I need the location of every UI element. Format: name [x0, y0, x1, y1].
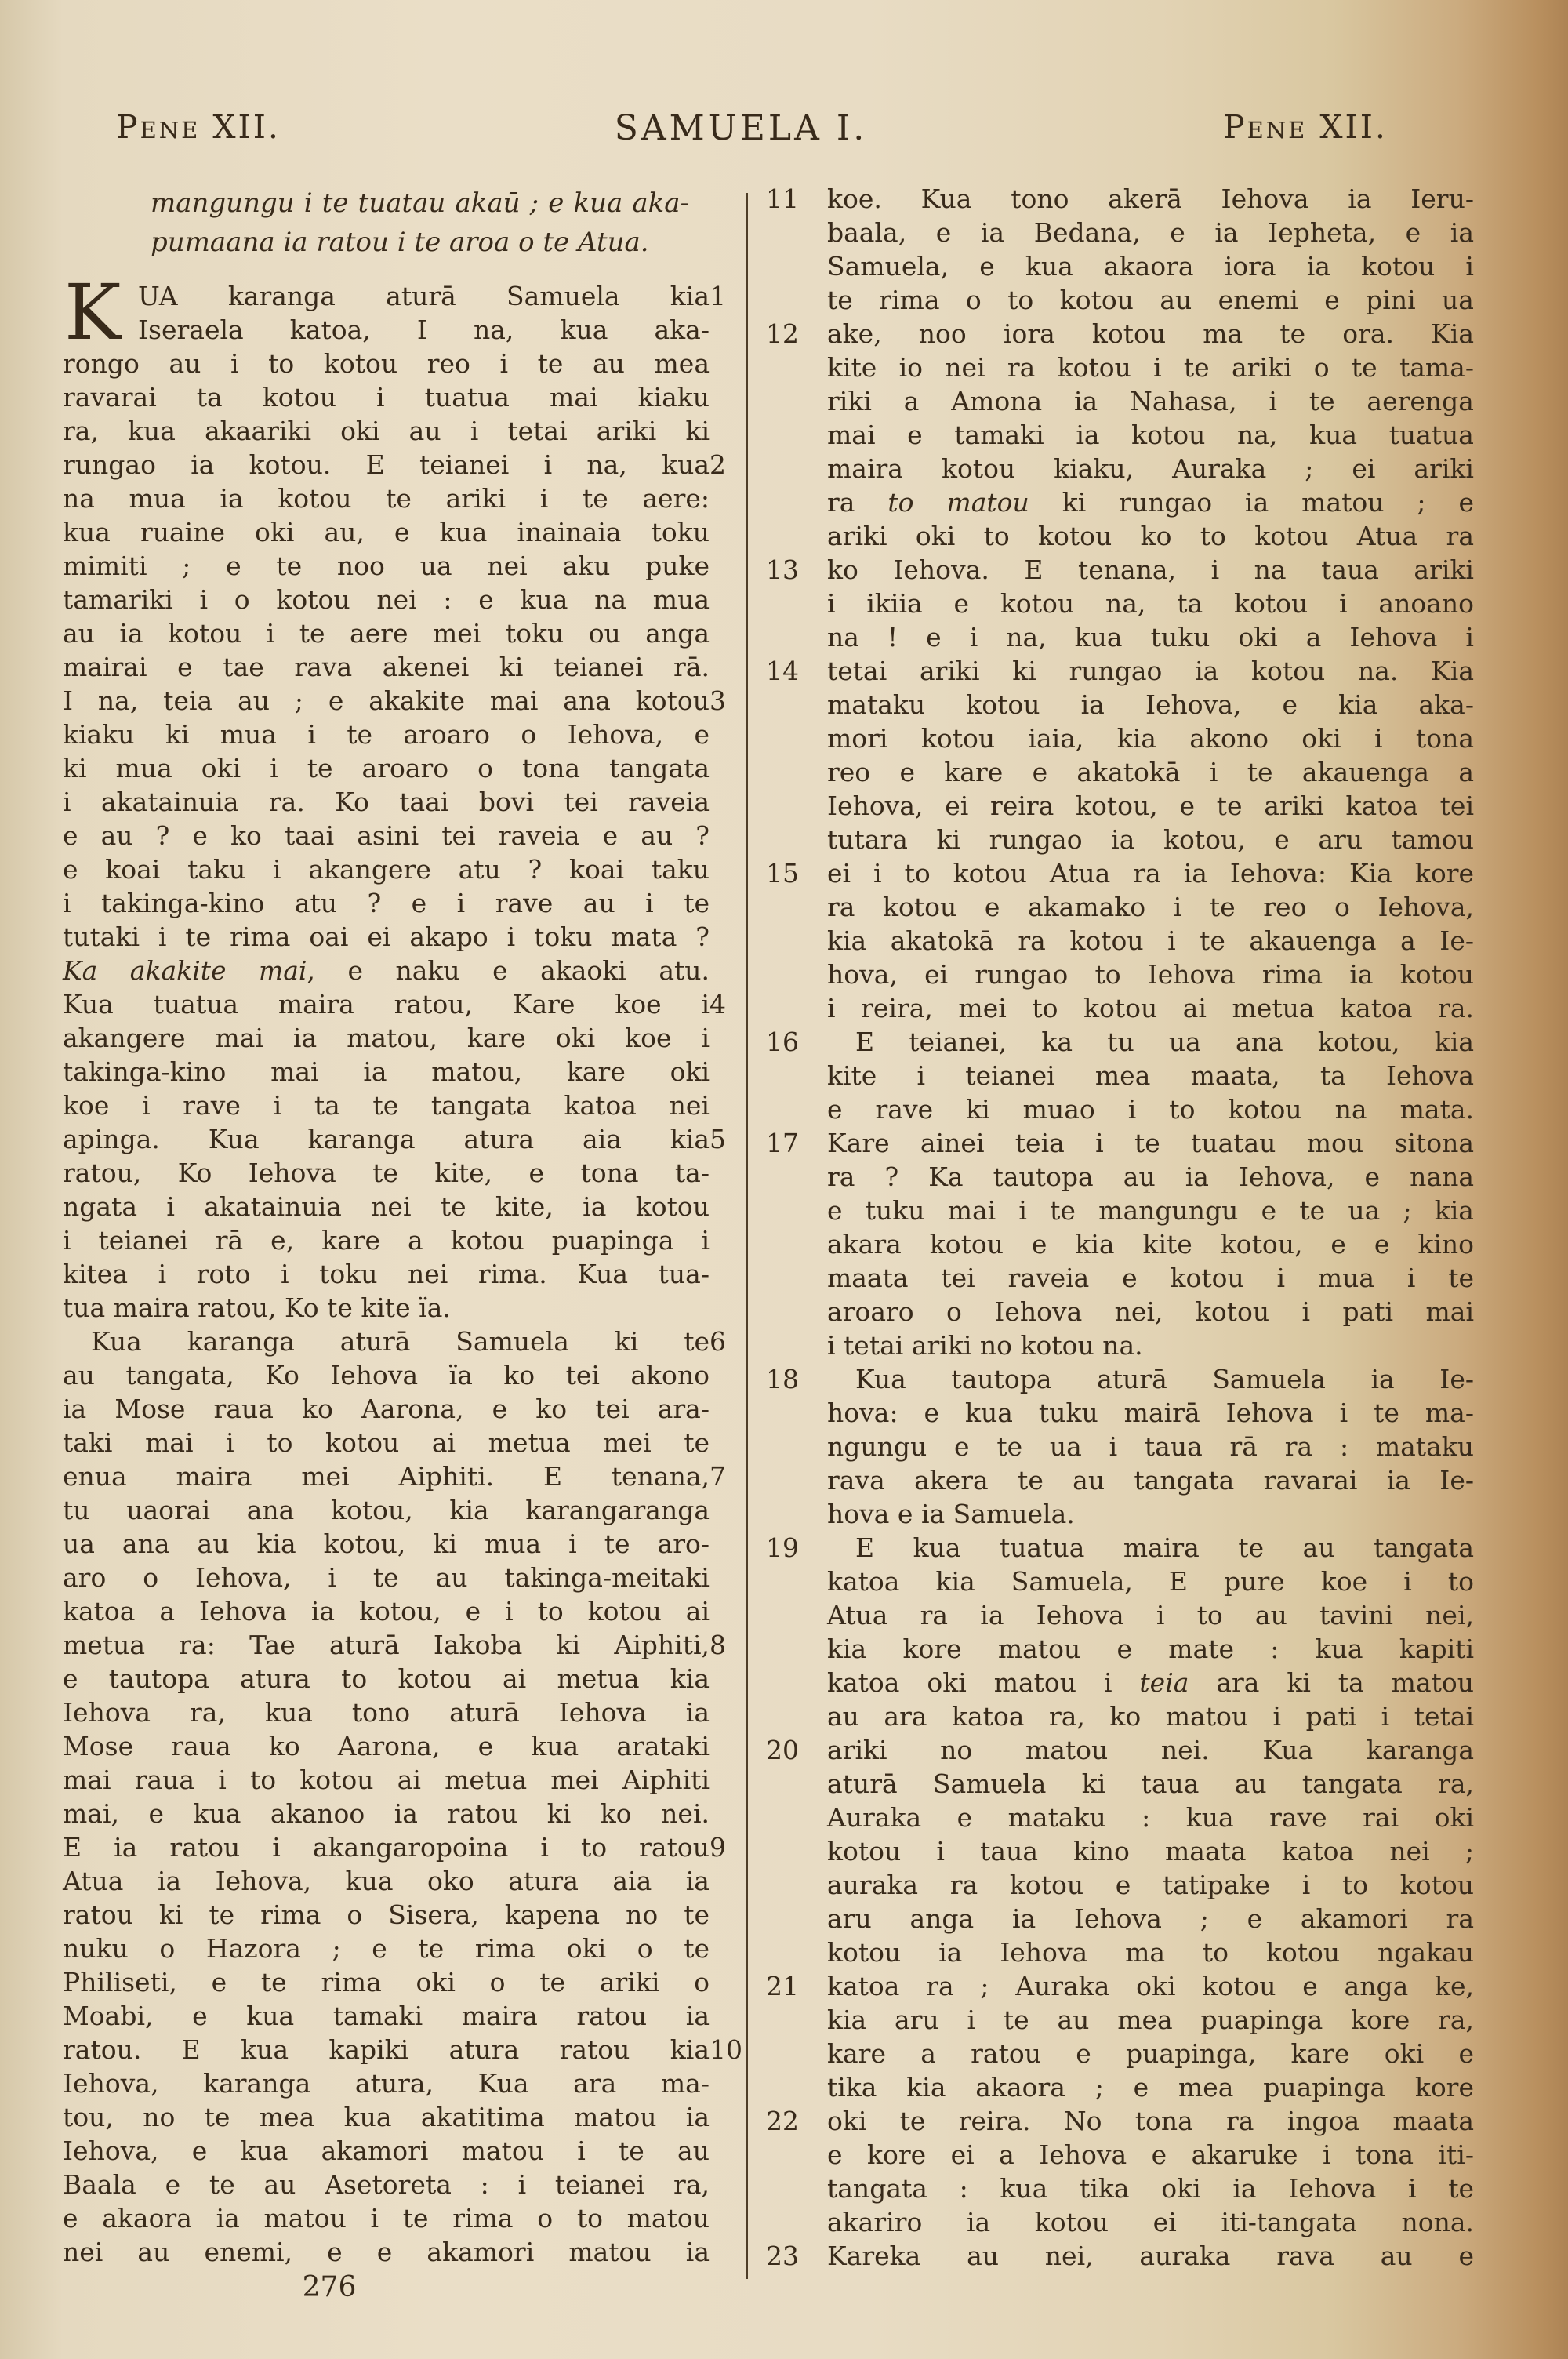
text-segment: ariki no matou nei. Kua karanga — [827, 1735, 1474, 1765]
text-segment: i reira, mei to kotou ai metua katoa ra. — [827, 993, 1474, 1023]
text-line — [827, 1160, 1474, 1194]
text-segment: ko Iehova. E tenana, i na taua ariki — [827, 554, 1474, 585]
text-line — [766, 654, 1474, 688]
text-line — [827, 1092, 1474, 1126]
verse-number: 11 — [766, 184, 799, 214]
text-line — [63, 1190, 710, 1223]
text-segment: tika kia akaora ; e mea puapinga kore — [827, 2072, 1474, 2103]
text-segment: tamariki i o kotou nei : e kua na mua — [63, 584, 710, 615]
text-line — [827, 351, 1474, 384]
text-segment: ki mua oki i te aroaro o tona tangata — [63, 753, 710, 783]
text-line — [827, 283, 1474, 317]
text-line — [63, 2100, 710, 2134]
text-segment: mataku kotou ia Iehova, e kia aka- — [827, 689, 1474, 720]
text-line — [63, 1527, 710, 1561]
text-line — [766, 2104, 1474, 2138]
text-line — [63, 718, 710, 751]
text-segment: I na, teia au ; e akakite mai ana kotou — [63, 685, 710, 716]
drop-cap: K — [64, 268, 122, 357]
text-segment: i teianei rā e, kare a kotou puapinga i — [63, 1225, 710, 1256]
left-column — [63, 184, 742, 2304]
text-segment: Iehova, e kua akamori matou i te au — [63, 2135, 710, 2166]
text-line — [827, 452, 1474, 485]
verse-number: 23 — [766, 2241, 799, 2271]
text-segment: tou, no te mea kua akatitima matou ia — [63, 2102, 710, 2132]
text-line — [63, 1965, 710, 1999]
text-segment: aru anga ia Iehova ; e akamori ra — [827, 1903, 1474, 1934]
text-segment: rava akera te au tangata ravarai ia Ie- — [827, 1465, 1474, 1496]
text-segment: kotou i taua kino maata katoa nei ; — [827, 1836, 1474, 1866]
text-line — [63, 2066, 710, 2100]
text-segment: Kareka au nei, auraka rava au e — [827, 2241, 1474, 2271]
text-line — [827, 1801, 1474, 1834]
text-line — [63, 583, 710, 616]
text-segment: enua maira mei Aiphiti. E tenana, — [63, 1461, 710, 1492]
verse-number: 22 — [766, 2106, 799, 2136]
text-segment: Iehova, karanga atura, Kua ara ma- — [63, 2068, 710, 2099]
text-line — [827, 1497, 1474, 1531]
text-segment: mai, e kua akanoo ia ratou ki ko nei. — [63, 1798, 710, 1829]
text-segment: e rave ki muao i to kotou na mata. — [827, 1094, 1474, 1125]
running-header-right: Pene XII. — [1223, 108, 1388, 146]
text-line — [827, 2172, 1474, 2205]
text-segment: Kua tuatua maira ratou, Kare koe i — [63, 989, 710, 1020]
text-line — [827, 2003, 1474, 2037]
text-segment: aro o Iehova, i te au takinga-meitaki — [63, 1562, 710, 1593]
text-segment: ngungu e te ua i taua rā ra : mataku — [827, 1431, 1474, 1462]
text-segment: ra kotou e akamako i te reo o Iehova, — [827, 892, 1474, 922]
right-column — [766, 182, 1474, 2273]
text-line — [827, 1936, 1474, 1969]
text-segment: riki a Amona ia Nahasa, i te aerenga — [827, 386, 1474, 416]
text-line — [63, 1932, 710, 1965]
text-line — [766, 553, 1474, 587]
text-segment: akariro ia kotou ei iti-tangata nona. — [827, 2207, 1474, 2237]
verse-number: 12 — [766, 318, 799, 349]
text-line — [63, 1797, 710, 1830]
text-segment: Philiseti, e te rima oki o te ariki o — [63, 1967, 710, 1997]
text-segment: Kare ainei teia i te tuatau mou sitona — [827, 1128, 1474, 1158]
text-segment: ravarai ta kotou i tuatua mai kiaku — [63, 382, 710, 413]
text-segment: Atua ra ia Iehova i to au tavini nei, — [827, 1600, 1474, 1630]
text-line — [827, 485, 1474, 519]
verse-number: 8 — [710, 1630, 726, 1660]
text-line — [63, 1055, 710, 1089]
text-line — [766, 1126, 1474, 1160]
text-segment: e tuku mai i te mangungu e te ua ; kia — [827, 1195, 1474, 1226]
text-segment: auraka ra kotou e tatipake i to kotou — [827, 1870, 1474, 1900]
text-segment: Iehova ra, kua tono aturā Iehova ia — [63, 1697, 710, 1728]
text-segment: mai e tamaki ia kotou na, kua tuatua — [827, 420, 1474, 450]
text-segment: Auraka e mataku : kua rave rai oki — [827, 1802, 1474, 1833]
text-segment: ratou ki te rima o Sisera, kapena no te — [63, 1899, 710, 1930]
text-line — [63, 2134, 710, 2168]
text-line — [827, 1194, 1474, 1227]
text-segment: Iehova, ei reira kotou, e te ariki katoa tei — [827, 791, 1474, 821]
text-line — [827, 1632, 1474, 1666]
text-line — [827, 1227, 1474, 1261]
text-segment: kite io nei ra kotou i te ariki o te tama- — [827, 352, 1474, 383]
text-segment: e au ? e ko taai asini tei raveia e au ? — [63, 820, 710, 851]
text-line — [827, 216, 1474, 249]
text-line — [63, 886, 710, 920]
text-line — [827, 384, 1474, 418]
text-line — [827, 2037, 1474, 2070]
text-segment: i akatainuia ra. Ko taai bovi tei raveia — [63, 787, 710, 817]
text-line — [63, 1999, 710, 2033]
text-segment: e akaora ia matou i te rima o to matou — [63, 2203, 710, 2234]
text-line — [827, 1565, 1474, 1598]
text-line — [63, 1325, 726, 1358]
text-segment: aroaro o Iehova nei, kotou i pati mai — [827, 1296, 1474, 1327]
text-line — [63, 347, 710, 380]
text-segment: Iseraela katoa, I na, kua aka- — [138, 314, 710, 345]
verse-number: 16 — [766, 1027, 799, 1057]
text-segment: kitea i roto i toku nei rima. Kua tua- — [63, 1259, 710, 1289]
text-line — [766, 182, 1474, 216]
chapter-summary — [151, 184, 689, 262]
text-line — [63, 1358, 710, 1392]
text-line — [63, 313, 710, 347]
text-segment: i ikiia e kotou na, ta kotou i anoano — [827, 588, 1474, 619]
text-line — [63, 1729, 710, 1763]
text-line — [63, 2235, 710, 2269]
text-line — [63, 954, 710, 987]
text-segment: takinga-kino mai ia matou, kare oki — [63, 1056, 710, 1087]
text-line — [63, 1459, 726, 1493]
text-line — [827, 620, 1474, 654]
text-segment: te rima o to kotou au enemi e pini ua — [827, 285, 1474, 315]
text-segment: kite i teianei mea maata, ta Iehova — [827, 1060, 1474, 1091]
text-segment: Atua ia Iehova, kua oko atura aia ia — [63, 1866, 710, 1896]
verse-number: 21 — [766, 1971, 799, 2001]
text-line — [63, 1493, 710, 1527]
text-line — [63, 1021, 710, 1055]
text-line — [63, 616, 710, 650]
text-line — [63, 1291, 710, 1325]
text-segment: Kua karanga aturā Samuela ki te — [91, 1326, 710, 1357]
text-segment: nuku o Hazora ; e te rima oki o te — [63, 1933, 710, 1964]
text-segment: maira kotou kiaku, Auraka ; ei ariki — [827, 453, 1474, 484]
text-line — [63, 852, 710, 886]
text-segment: Samuela, e kua akaora iora ia kotou i — [827, 251, 1474, 282]
text-segment: au ia kotou i te aere mei toku ou anga — [63, 618, 710, 649]
text-segment: ia Mose raua ko Aarona, e ko tei ara- — [63, 1394, 710, 1424]
text-segment: hova e ia Samuela. — [827, 1499, 1075, 1529]
text-segment: ua ana au kia kotou, ki mua i te aro- — [63, 1528, 710, 1559]
text-line — [827, 519, 1474, 553]
text-segment: Moabi, e kua tamaki maira ratou ia — [63, 2001, 710, 2031]
verse-number: 4 — [710, 989, 726, 1020]
text-segment: mori kotou iaia, kia akono oki i tona — [827, 723, 1474, 754]
text-segment: katoa ra ; Auraka oki kotou e anga ke, — [827, 1971, 1474, 2001]
text-line — [766, 856, 1474, 890]
text-line — [827, 1463, 1474, 1497]
text-line — [63, 1392, 710, 1426]
verse-number: 1 — [710, 281, 726, 311]
text-line — [63, 1594, 710, 1628]
text-segment: tua maira ratou, Ko te kite ïa. — [63, 1292, 451, 1323]
text-segment: reo e kare e akatokā i te akauenga a — [827, 757, 1474, 787]
text-segment: mai raua i to kotou ai metua mei Aiphiti — [63, 1765, 710, 1795]
text-segment: mimiti ; e te noo ua nei aku puke — [63, 551, 710, 581]
text-line — [63, 1830, 726, 1864]
text-segment: tu uaorai ana kotou, kia karangaranga — [63, 1495, 710, 1525]
text-segment: i takinga-kino atu ? e i rave au i te — [63, 888, 710, 918]
text-segment: e kore ei a Iehova e akaruke i tona iti- — [827, 2139, 1474, 2170]
text-segment: ratou. E kua kapiki atura ratou kia — [63, 2034, 710, 2065]
italic-text: to matou — [887, 487, 1029, 518]
text-line — [827, 789, 1474, 823]
text-line — [63, 448, 726, 482]
text-line — [827, 991, 1474, 1025]
text-line — [827, 1902, 1474, 1936]
verse-number: 20 — [766, 1735, 799, 1765]
verse-number: 10 — [710, 2034, 742, 2065]
text-line — [63, 380, 710, 414]
text-line — [63, 1662, 710, 1696]
text-segment: hova: e kua tuku mairā Iehova i te ma- — [827, 1398, 1474, 1428]
text-line — [63, 920, 710, 954]
text-segment: E teianei, ka tu ua ana kotou, kia — [855, 1027, 1474, 1057]
text-segment: ki rungao ia matou ; e — [1029, 487, 1474, 518]
text-segment: pumaana ia ratou i te aroa o te Atua. — [151, 227, 649, 258]
text-segment: ake, noo iora kotou ma te ora. Kia — [827, 318, 1474, 349]
text-segment: kia kore matou e mate : kua kapiti — [827, 1634, 1474, 1664]
text-segment: baala, e ia Bedana, e ia Iepheta, e ia — [827, 217, 1474, 248]
text-line — [63, 1898, 710, 1932]
text-line — [827, 2138, 1474, 2172]
verse-number: 6 — [710, 1326, 726, 1357]
text-segment: tutara ki rungao ia kotou, e aru tamou — [827, 824, 1474, 855]
verse-number: 3 — [710, 685, 726, 716]
text-segment: kia aru i te au mea puapinga kore ra, — [827, 2005, 1474, 2035]
verse-number: 9 — [710, 1832, 726, 1863]
right-column-text — [766, 182, 1474, 2273]
text-segment: koe. Kua tono akerā Iehova ia Ieru- — [827, 184, 1474, 214]
text-line — [827, 249, 1474, 283]
text-line — [766, 317, 1474, 351]
text-segment: kia akatokā ra kotou i te akauenga a Ie- — [827, 925, 1474, 956]
text-segment: oki te reira. No tona ra ingoa maata — [827, 2106, 1474, 2136]
text-segment: Baala e te au Asetoreta : i teianei ra, — [63, 2169, 710, 2200]
text-line — [827, 2070, 1474, 2104]
text-line — [63, 1122, 726, 1156]
text-line — [63, 482, 710, 515]
text-segment: ngata i akatainuia nei te kite, ia kotou — [63, 1191, 710, 1222]
text-line — [827, 1868, 1474, 1902]
text-segment: kua ruaine oki au, e kua inainaia toku — [63, 517, 710, 547]
text-line — [63, 2168, 710, 2201]
text-segment: i tetai ariki no kotou na. — [827, 1330, 1143, 1361]
verse-number: 19 — [766, 1532, 799, 1563]
text-line — [827, 1396, 1474, 1430]
text-line — [63, 1696, 710, 1729]
text-line — [827, 1767, 1474, 1801]
text-segment: mairai e tae rava akenei ki teianei rā. — [63, 652, 710, 682]
text-line — [63, 515, 710, 549]
text-segment: aturā Samuela ki taua au tangata ra, — [827, 1768, 1474, 1799]
text-line — [766, 2239, 1474, 2273]
text-line — [827, 587, 1474, 620]
left-column-text — [63, 268, 742, 2269]
text-line — [63, 1426, 710, 1459]
text-line — [63, 1257, 710, 1291]
italic-text: Ka akakite mai — [63, 955, 307, 986]
text-segment: ariki oki to kotou ko to kotou Atua ra — [827, 521, 1474, 551]
text-segment: ei i to kotou Atua ra ia Iehova: Kia kore — [827, 858, 1474, 889]
text-segment: ra ? Ka tautopa au ia Iehova, e nana — [827, 1161, 1474, 1192]
text-segment: katoa oki matou i — [827, 1667, 1140, 1698]
text-line — [827, 1261, 1474, 1295]
verse-number: 7 — [710, 1461, 726, 1492]
text-segment: akangere mai ia matou, kare oki koe i — [63, 1023, 710, 1053]
text-segment: na mua ia kotou te ariki i te aere: — [63, 483, 710, 514]
text-segment: katoa kia Samuela, E pure koe i to — [827, 1566, 1474, 1597]
text-line — [63, 751, 710, 785]
italic-text: teia — [1139, 1667, 1189, 1698]
text-segment: kare a ratou e puapinga, kare oki e — [827, 2038, 1474, 2069]
text-line — [63, 819, 710, 852]
text-segment: rungao ia kotou. E teianei i na, kua — [63, 449, 710, 480]
text-segment: au tangata, Ko Iehova ïa ko tei akono — [63, 1360, 710, 1390]
text-segment: koe i rave i ta te tangata katoa nei — [63, 1090, 710, 1121]
verse-number: 17 — [766, 1128, 799, 1158]
text-line — [827, 1295, 1474, 1329]
text-line — [766, 1531, 1474, 1565]
text-line — [63, 1089, 710, 1122]
text-segment: ra — [827, 487, 888, 518]
text-line — [827, 2205, 1474, 2239]
text-line — [827, 1329, 1474, 1362]
text-line — [766, 1969, 1474, 2003]
text-line — [63, 650, 710, 684]
text-segment: akara kotou e kia kite kotou, e e kino — [827, 1229, 1474, 1259]
text-segment: kiaku ki mua i te aroaro o Iehova, e — [63, 719, 710, 750]
text-segment: rongo au i to kotou reo i te au mea — [63, 348, 710, 379]
text-segment: hova, ei rungao to Iehova rima ia kotou — [827, 959, 1474, 990]
text-segment: E kua tuatua maira te au tangata — [855, 1532, 1474, 1563]
text-segment: UA karanga aturā Samuela kia — [138, 281, 710, 311]
text-segment: ra, kua akaariki oki au i tetai ariki ki — [63, 416, 710, 446]
text-segment: e tautopa atura to kotou ai metua kia — [63, 1663, 710, 1694]
text-line — [827, 722, 1474, 755]
text-segment: taki mai i to kotou ai metua mei te — [63, 1427, 710, 1458]
text-segment: ara ki ta matou — [1189, 1667, 1474, 1698]
running-header-title: SAMUELA I. — [614, 108, 868, 148]
running-header-left: Pene XII. — [116, 108, 281, 146]
text-line — [63, 1864, 710, 1898]
text-segment: , e naku e akaoki atu. — [307, 955, 710, 986]
text-segment: maata tei raveia e kotou i mua i te — [827, 1263, 1474, 1293]
text-line — [63, 414, 710, 448]
text-segment: tetai ariki ki rungao ia kotou na. Kia — [827, 656, 1474, 686]
text-segment: ratou, Ko Iehova te kite, e tona ta- — [63, 1158, 710, 1188]
text-line — [827, 1430, 1474, 1463]
verse-number: 2 — [710, 449, 726, 480]
text-line — [63, 2201, 710, 2235]
text-line — [827, 823, 1474, 856]
text-line — [63, 1223, 710, 1257]
text-line — [63, 1156, 710, 1190]
text-line — [63, 1561, 710, 1594]
text-segment: tangata : kua tika oki ia Iehova i te — [827, 2173, 1474, 2204]
text-line — [827, 755, 1474, 789]
text-segment: apinga. Kua karanga atura aia kia — [63, 1124, 710, 1154]
text-line — [63, 987, 726, 1021]
text-line — [827, 1059, 1474, 1092]
text-line — [827, 688, 1474, 722]
text-segment: katoa a Iehova ia kotou, e i to kotou ai — [63, 1596, 710, 1627]
text-line — [766, 1025, 1474, 1059]
text-line — [766, 1362, 1474, 1396]
text-line — [827, 958, 1474, 991]
column-divider — [746, 193, 748, 2279]
text-segment: nei au enemi, e e akamori matou ia — [63, 2237, 710, 2267]
text-segment: mangungu i te tuatau akaū ; e kua aka- — [151, 187, 689, 219]
text-line — [827, 924, 1474, 958]
verse-number: 18 — [766, 1364, 799, 1394]
text-line — [151, 223, 689, 262]
text-segment: na ! e i na, kua tuku oki a Iehova i — [827, 622, 1474, 652]
text-line — [827, 418, 1474, 452]
text-line — [63, 1628, 726, 1662]
page-number: 276 — [302, 2271, 357, 2303]
verse-number: 5 — [710, 1124, 726, 1154]
text-segment: tutaki i te rima oai ei akapo i toku mata ? — [63, 921, 710, 952]
text-line — [63, 684, 726, 718]
text-line — [151, 184, 689, 223]
text-line — [766, 1733, 1474, 1767]
text-line — [827, 1699, 1474, 1733]
text-line — [63, 1763, 710, 1797]
text-segment: Kua tautopa aturā Samuela ia Ie- — [855, 1364, 1474, 1394]
text-segment: kotou ia Iehova ma to kotou ngakau — [827, 1937, 1474, 1968]
text-line — [827, 1834, 1474, 1868]
text-line — [63, 2033, 742, 2066]
text-line — [63, 785, 710, 819]
verse-number: 13 — [766, 554, 799, 585]
text-segment: Mose raua ko Aarona, e kua arataki — [63, 1731, 710, 1761]
text-segment: metua ra: Tae aturā Iakoba ki Aiphiti, — [63, 1630, 710, 1660]
text-segment: e koai taku i akangere atu ? koai taku — [63, 854, 710, 885]
text-segment: au ara katoa ra, ko matou i pati i tetai — [827, 1701, 1474, 1732]
text-line — [827, 890, 1474, 924]
text-segment: E ia ratou i akangaropoina i to ratou — [63, 1832, 710, 1863]
verse-number: 14 — [766, 656, 799, 686]
text-line — [63, 549, 710, 583]
text-line — [827, 1598, 1474, 1632]
text-line — [827, 1666, 1474, 1699]
verse-number: 15 — [766, 858, 799, 889]
